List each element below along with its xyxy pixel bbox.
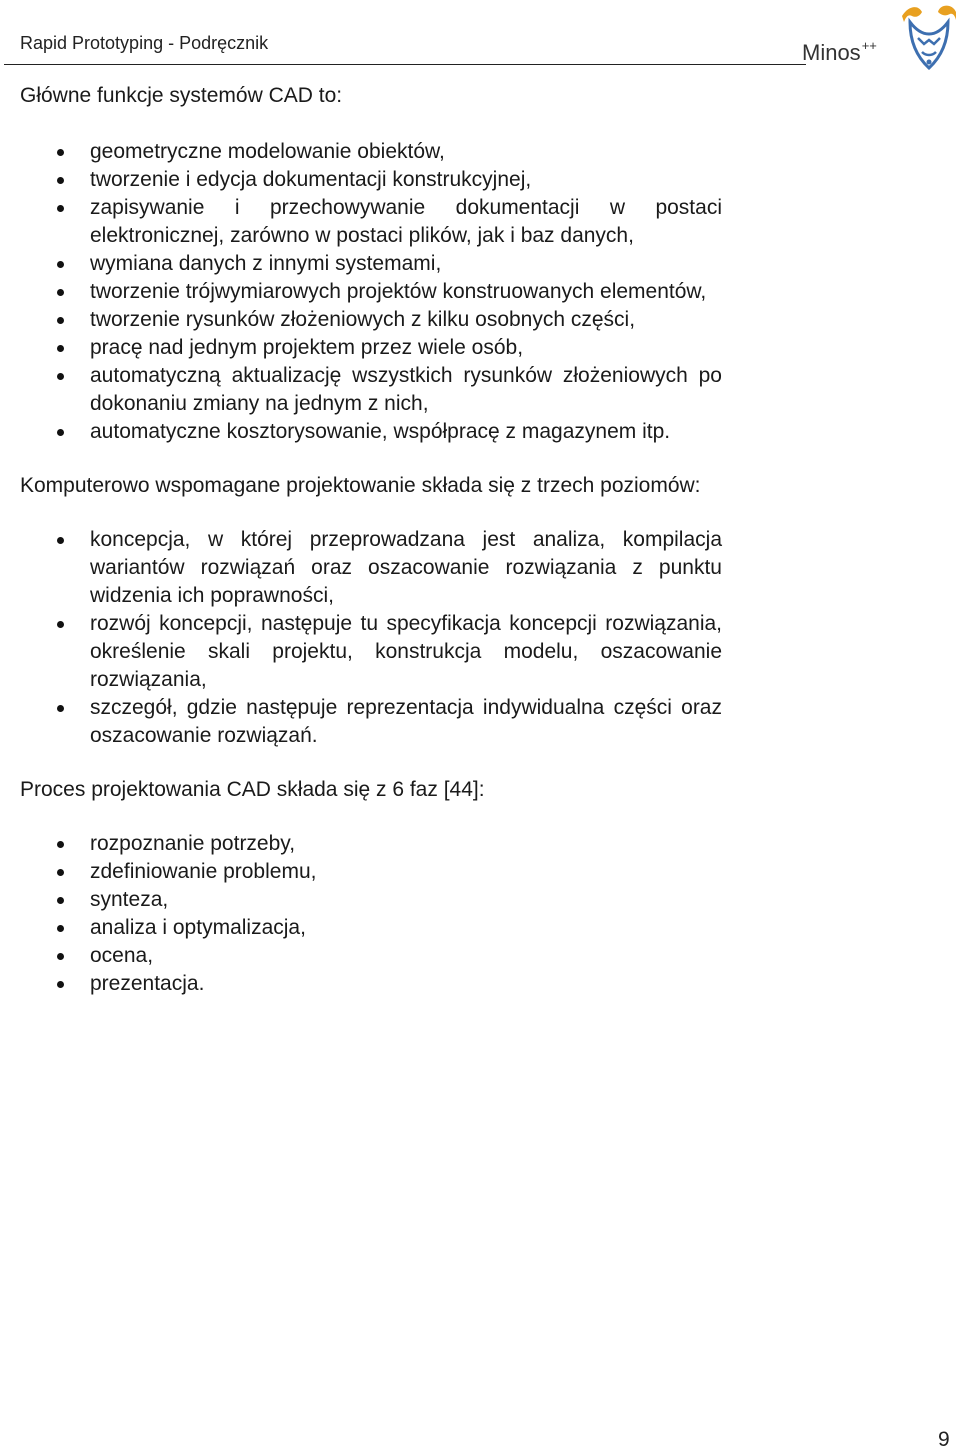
list-item: tworzenie i edycja dokumentacji konstrukcyjnej, <box>20 166 722 194</box>
list-item: rozwój koncepcji, następuje tu specyfikacja koncepcji rozwiązania, określenie skali projektu, konstrukcja modelu, oszacowanie rozwiązania, <box>20 610 722 694</box>
list-item: prezentacja. <box>20 970 722 998</box>
minos-logo-icon <box>898 4 960 72</box>
cad-functions-list <box>20 138 722 446</box>
list-item: tworzenie trójwymiarowych projektów konstruowanych elementów, <box>20 278 722 306</box>
page-content <box>20 82 722 998</box>
header-brand <box>802 38 877 66</box>
section2-intro: Komputerowo wspomagane projektowanie składa się z trzech poziomów: <box>20 474 701 497</box>
cad-phases-list <box>20 830 722 998</box>
list-item: rozpoznanie potrzeby, <box>20 830 722 858</box>
section1-intro: Główne funkcje systemów CAD to: <box>20 84 343 107</box>
list-item: zdefiniowanie problemu, <box>20 858 722 886</box>
page-number: 9 <box>938 1428 950 1451</box>
header-title: Rapid Prototyping - Podręcznik <box>20 33 269 53</box>
list-item: wymiana danych z innymi systemami, <box>20 250 722 278</box>
header-rule <box>4 64 806 65</box>
list-item: analiza i optymalizacja, <box>20 914 722 942</box>
list-item: synteza, <box>20 886 722 914</box>
list-item: automatyczne kosztorysowanie, współpracę z magazynem itp. <box>20 418 722 446</box>
list-item: pracę nad jednym projektem przez wiele osób, <box>20 334 722 362</box>
brand-name: Minos <box>802 40 861 65</box>
list-item: koncepcja, w której przeprowadzana jest analiza, kompilacja wariantów rozwiązań oraz oszacowanie rozwiązania z punktu widzenia ich poprawności, <box>20 526 722 610</box>
list-item: zapisywanie i przechowywanie dokumentacji w postaci elektronicznej, zarówno w postaci plików, jak i baz danych, <box>20 194 722 250</box>
list-item: ocena, <box>20 942 722 970</box>
section3-intro: Proces projektowania CAD składa się z 6 faz [44]: <box>20 778 485 801</box>
list-item: automatyczną aktualizację wszystkich rysunków złożeniowych po dokonaniu zmiany na jednym z nich, <box>20 362 722 418</box>
cad-levels-list <box>20 526 722 750</box>
list-item: geometryczne modelowanie obiektów, <box>20 138 722 166</box>
list-item: szczegół, gdzie następuje reprezentacja indywidualna części oraz oszacowanie rozwiązań. <box>20 694 722 750</box>
brand-superscript: ++ <box>861 38 877 53</box>
list-item: tworzenie rysunków złożeniowych z kilku osobnych części, <box>20 306 722 334</box>
page-header <box>0 0 960 72</box>
